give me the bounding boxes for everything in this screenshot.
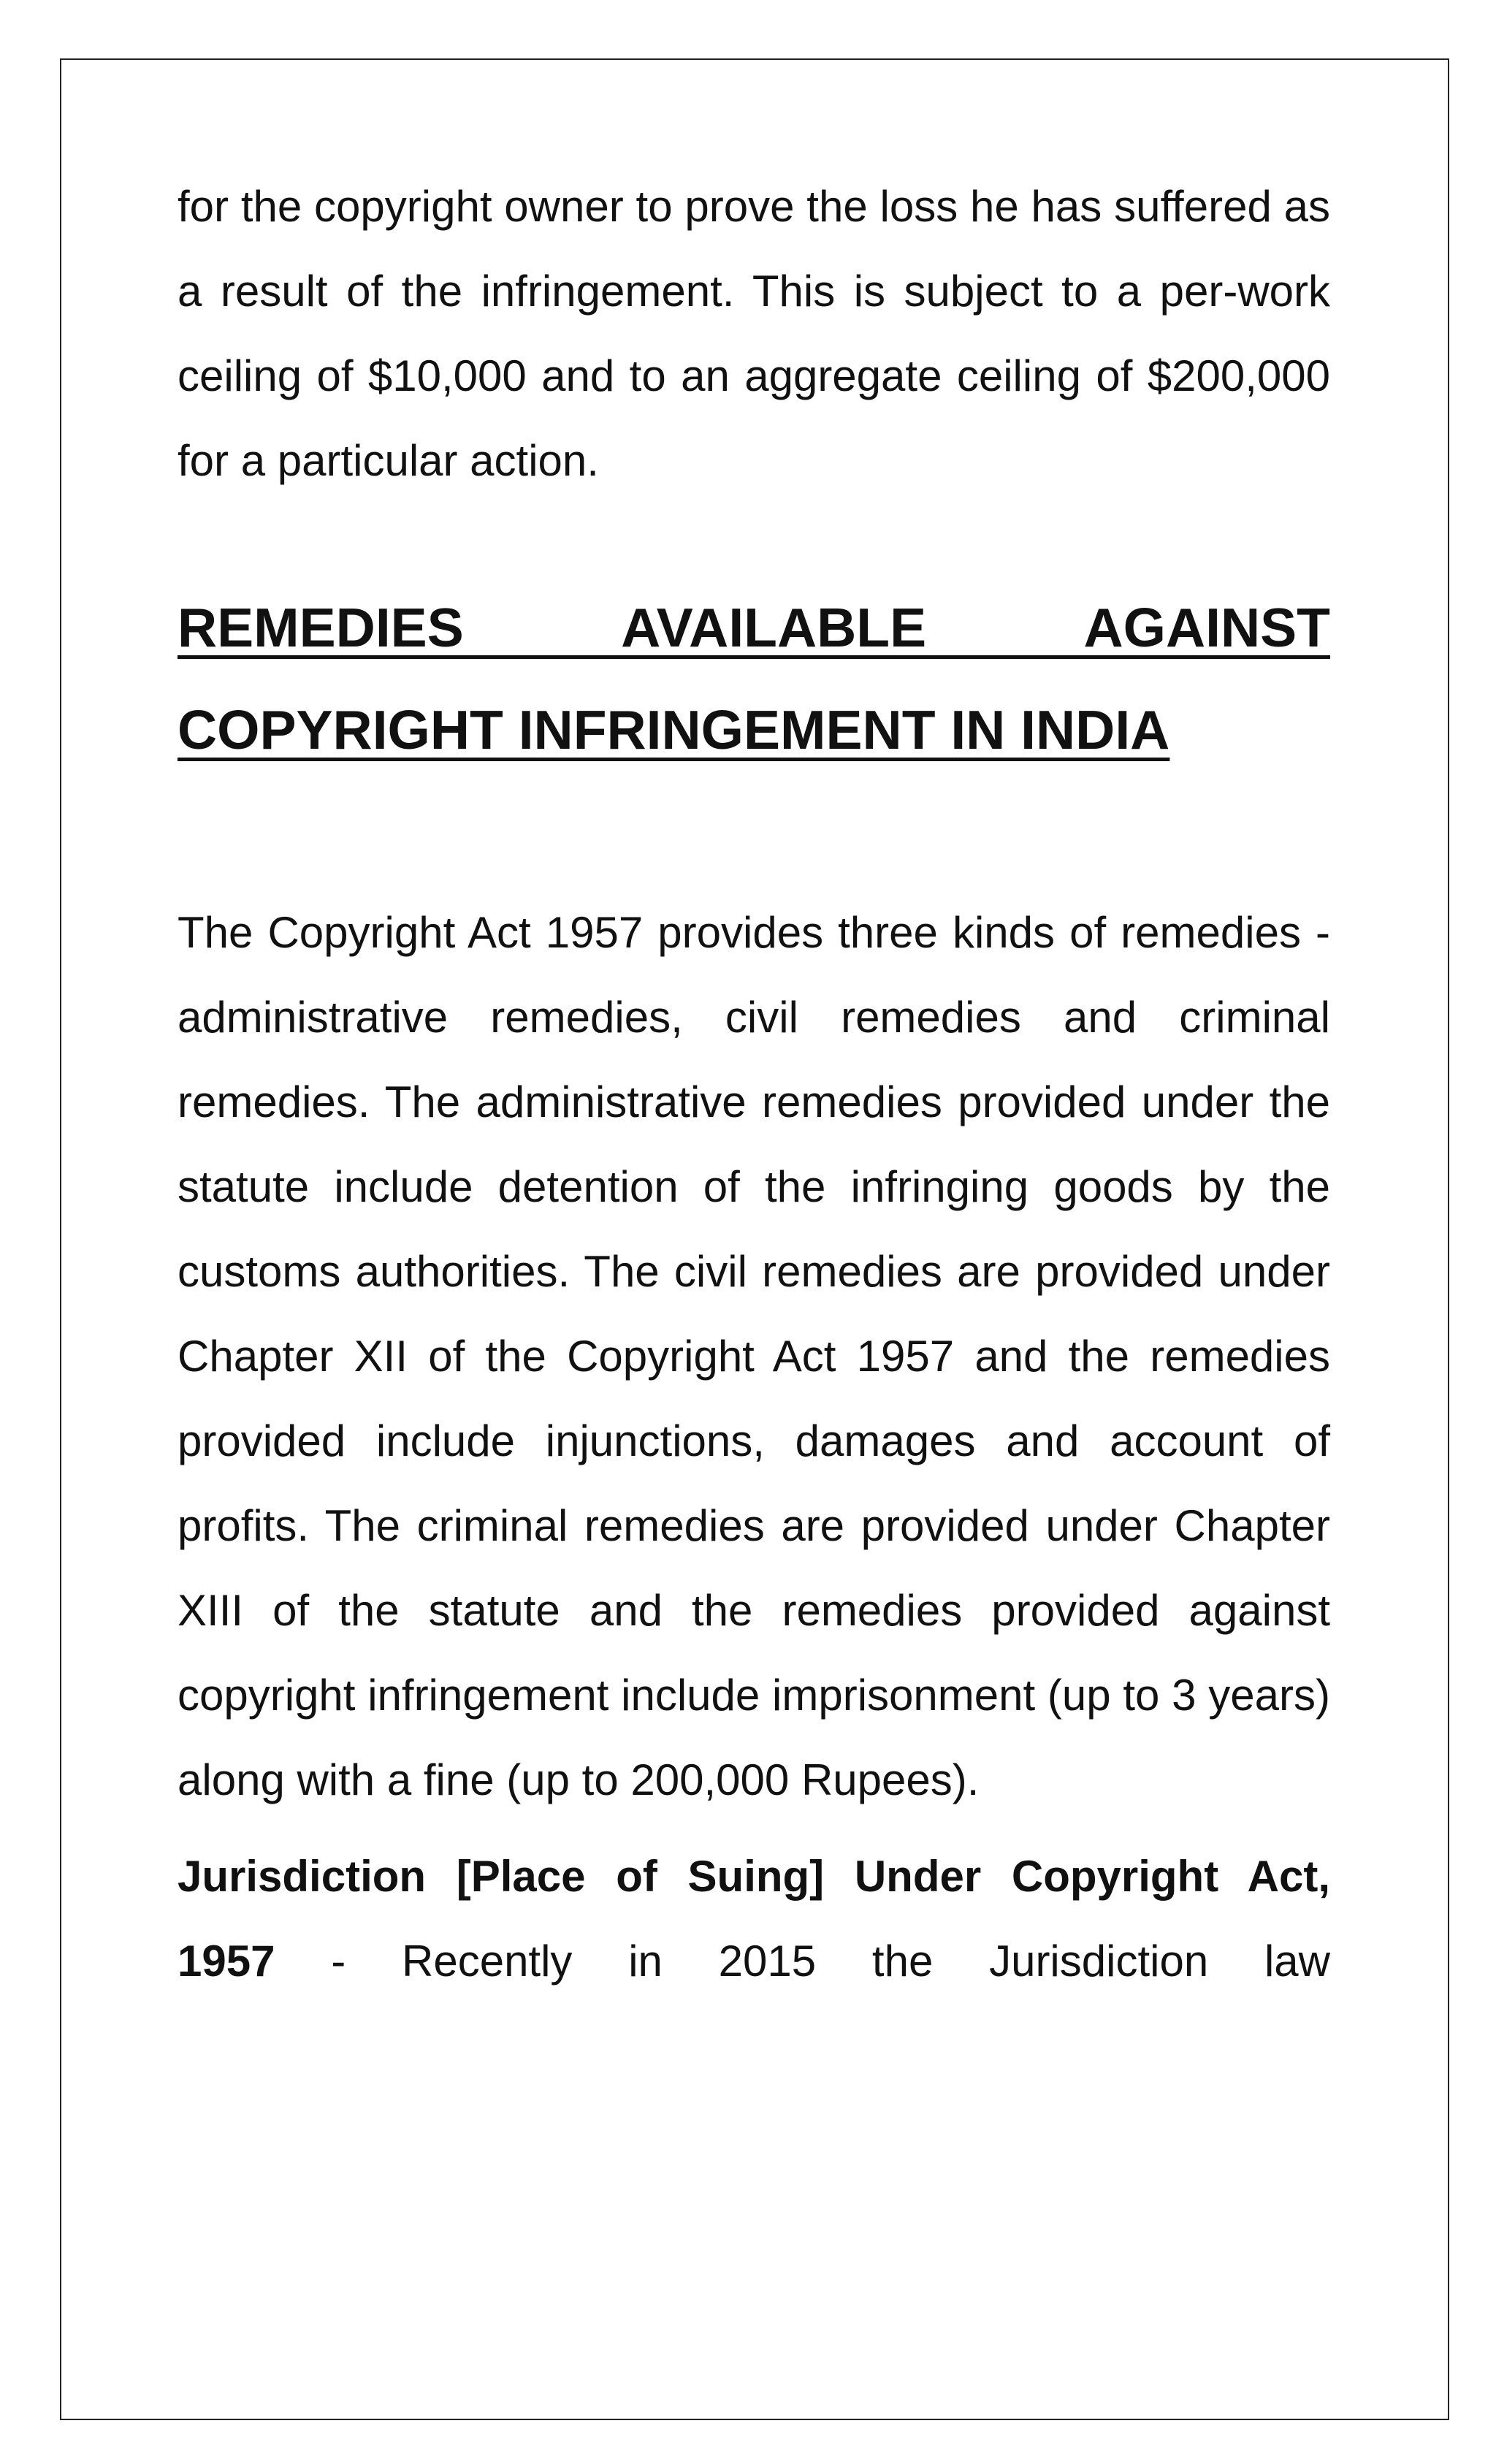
section-heading-line-1: REMEDIES AVAILABLE AGAINST xyxy=(178,597,1330,658)
paragraph-damages-ceiling: for the copyright owner to prove the loss he has suffered as a result of the infringement. This is subject to a per-work ceiling of $10,000 and to an aggregate ceiling of $200,000 for a particular action. xyxy=(178,182,1330,485)
document-body xyxy=(178,164,1330,2004)
jurisdiction-text: - Recently in 2015 the Jurisdiction law xyxy=(275,1937,1330,1986)
paragraph-jurisdiction xyxy=(178,1834,1330,2004)
paragraph-remedies-overview: The Copyright Act 1957 provides three kinds of remedies - administrative remedies, civil remedies and criminal remedies. The administrative remedies provided under the statute include detention of the infringing goods by the customs authorities. The civil remedies are provided under Chapter XII of the Copyright Act 1957 and the remedies provided include injunctions, damages and account of profits. The criminal remedies are provided under Chapter XIII of the statute and the remedies provided against copyright infringement include imprisonment (up to 3 years) along with a fine (up to 200,000 Rupees). xyxy=(178,908,1330,1804)
section-heading xyxy=(178,576,1330,781)
jurisdiction-lead: Jurisdiction [Place of Suing] Under Copyright Act, 1957 xyxy=(178,1852,1330,1986)
section-heading-line-2: COPYRIGHT INFRINGEMENT IN INDIA xyxy=(178,699,1170,760)
